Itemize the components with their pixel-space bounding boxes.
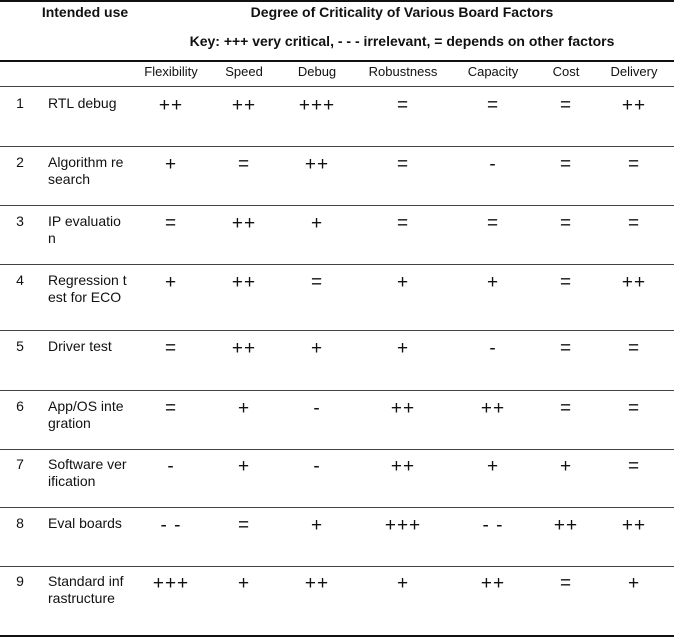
- rating-cell-speed: ++: [231, 338, 257, 359]
- rating-cell-delivery: =: [627, 456, 641, 477]
- rating-cell-debug: +: [310, 213, 324, 234]
- rating-cell-flexibility: - -: [160, 515, 182, 536]
- rating-cell-cost: =: [559, 338, 573, 359]
- rating-cell-robustness: ++: [390, 456, 416, 477]
- rating-cell-flexibility: +++: [152, 573, 190, 594]
- row-intended-use: Software verification: [48, 456, 127, 489]
- rating-cell-flexibility: =: [164, 338, 178, 359]
- row-number: 9: [16, 573, 24, 589]
- rating-cell-cost: =: [559, 95, 573, 116]
- row-divider: [0, 330, 674, 331]
- column-header-rule: [0, 86, 674, 87]
- rating-cell-robustness: +++: [384, 515, 422, 536]
- rating-cell-capacity: ++: [480, 398, 506, 419]
- rating-cell-delivery: =: [627, 338, 641, 359]
- rating-cell-debug: +: [310, 338, 324, 359]
- row-number: 6: [16, 398, 24, 414]
- rating-cell-speed: +: [237, 398, 251, 419]
- row-number: 2: [16, 154, 24, 170]
- row-divider: [0, 390, 674, 391]
- row-divider: [0, 507, 674, 508]
- rating-cell-capacity: =: [486, 95, 500, 116]
- rating-cell-robustness: +: [396, 272, 410, 293]
- rating-cell-speed: ++: [231, 95, 257, 116]
- table-top-rule: [0, 0, 674, 2]
- rating-cell-speed: ++: [231, 213, 257, 234]
- rating-cell-cost: =: [559, 213, 573, 234]
- rating-cell-capacity: =: [486, 213, 500, 234]
- rating-cell-robustness: ++: [390, 398, 416, 419]
- row-divider: [0, 449, 674, 450]
- col-head-speed: Speed: [225, 64, 263, 79]
- row-intended-use: Eval boards: [48, 515, 122, 531]
- row-divider: [0, 264, 674, 265]
- col-head-robustness: Robustness: [368, 64, 438, 79]
- col-head-capacity: Capacity: [467, 64, 519, 79]
- rating-cell-debug: -: [313, 456, 321, 477]
- row-number: 3: [16, 213, 24, 229]
- row-intended-use: Algorithm research: [48, 154, 124, 187]
- row-divider: [0, 146, 674, 147]
- rating-cell-cost: +: [559, 456, 573, 477]
- rating-cell-flexibility: ++: [158, 95, 184, 116]
- rating-cell-delivery: =: [627, 154, 641, 175]
- rating-cell-flexibility: =: [164, 213, 178, 234]
- rating-cell-debug: ++: [304, 573, 330, 594]
- rating-cell-speed: =: [237, 515, 251, 536]
- rating-cell-delivery: ++: [621, 515, 647, 536]
- rating-cell-delivery: ++: [621, 95, 647, 116]
- header-intended-use: Intended use: [41, 4, 129, 20]
- rating-cell-speed: +: [237, 573, 251, 594]
- rating-cell-cost: =: [559, 398, 573, 419]
- row-number: 5: [16, 338, 24, 354]
- rating-cell-capacity: -: [489, 154, 497, 175]
- row-intended-use: RTL debug: [48, 95, 117, 111]
- row-intended-use: App/OS integration: [48, 398, 124, 431]
- table-bottom-rule: [0, 635, 674, 637]
- rating-cell-speed: +: [237, 456, 251, 477]
- header-key: Key: +++ very critical, - - - irrelevant, = depends on other factors: [189, 33, 615, 49]
- row-number: 8: [16, 515, 24, 531]
- rating-cell-delivery: ++: [621, 272, 647, 293]
- rating-cell-speed: ++: [231, 272, 257, 293]
- row-intended-use: Driver test: [48, 338, 112, 354]
- rating-cell-capacity: -: [489, 338, 497, 359]
- rating-cell-robustness: +: [396, 338, 410, 359]
- col-head-delivery: Delivery: [610, 64, 658, 79]
- rating-cell-debug: =: [310, 272, 324, 293]
- rating-cell-debug: +: [310, 515, 324, 536]
- rating-cell-flexibility: -: [167, 456, 175, 477]
- rating-cell-robustness: =: [396, 213, 410, 234]
- rating-cell-delivery: =: [627, 213, 641, 234]
- rating-cell-debug: ++: [304, 154, 330, 175]
- row-intended-use: Standard infrastructure: [48, 573, 124, 606]
- rating-cell-flexibility: =: [164, 398, 178, 419]
- rating-cell-robustness: +: [396, 573, 410, 594]
- row-number: 7: [16, 456, 24, 472]
- header-title: Degree of Criticality of Various Board Factors: [250, 4, 554, 20]
- rating-cell-speed: =: [237, 154, 251, 175]
- rating-cell-capacity: - -: [482, 515, 504, 536]
- row-number: 4: [16, 272, 24, 288]
- rating-cell-flexibility: +: [164, 154, 178, 175]
- rating-cell-cost: =: [559, 573, 573, 594]
- rating-cell-delivery: =: [627, 398, 641, 419]
- rating-cell-delivery: +: [627, 573, 641, 594]
- rating-cell-capacity: ++: [480, 573, 506, 594]
- rating-cell-debug: -: [313, 398, 321, 419]
- rating-cell-cost: =: [559, 154, 573, 175]
- rating-cell-cost: ++: [553, 515, 579, 536]
- rating-cell-capacity: +: [486, 272, 500, 293]
- rating-cell-flexibility: +: [164, 272, 178, 293]
- header-rule: [0, 60, 674, 62]
- rating-cell-capacity: +: [486, 456, 500, 477]
- row-intended-use: Regression test for ECO: [48, 272, 127, 305]
- rating-cell-debug: +++: [298, 95, 336, 116]
- rating-cell-robustness: =: [396, 95, 410, 116]
- row-divider: [0, 205, 674, 206]
- row-number: 1: [16, 95, 24, 111]
- row-intended-use: IP evaluation: [48, 213, 121, 246]
- col-head-cost: Cost: [552, 64, 580, 79]
- col-head-debug: Debug: [297, 64, 337, 79]
- rating-cell-robustness: =: [396, 154, 410, 175]
- row-divider: [0, 566, 674, 567]
- col-head-flexibility: Flexibility: [144, 64, 198, 79]
- rating-cell-cost: =: [559, 272, 573, 293]
